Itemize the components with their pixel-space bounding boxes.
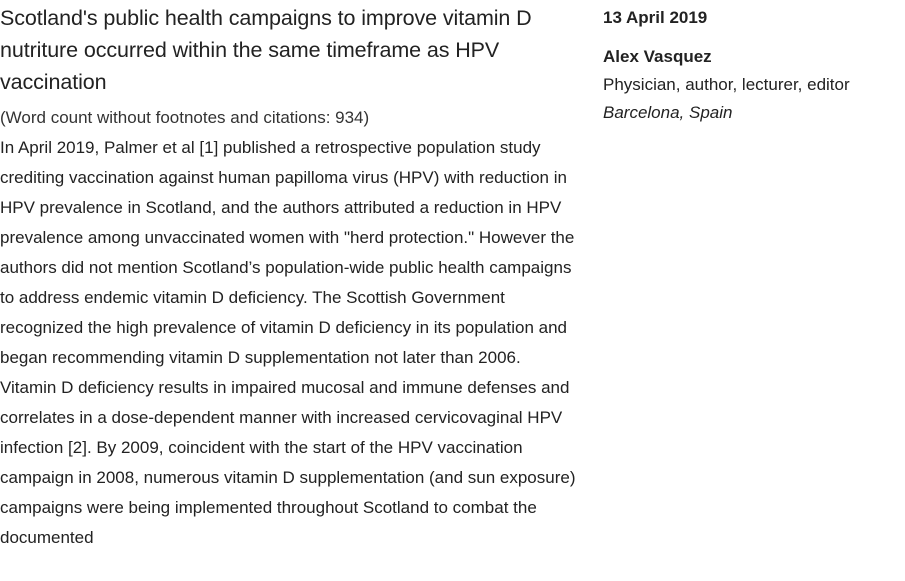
article-main	[0, 2, 580, 553]
author-name: Alex Vasquez	[603, 47, 712, 66]
author-location: Barcelona, Spain	[603, 103, 733, 122]
response-meta	[603, 4, 903, 127]
article-title: Scotland's public health campaigns to improve vitamin D nutriture occurred within the same timeframe as HPV vaccination	[0, 6, 532, 94]
article-body: In April 2019, Palmer et al [1] published a retrospective population study crediting vaccination against human papilloma virus (HPV) with reduction in HPV prevalence in Scotland, and the authors attributed a reduction in HPV prevalence among unvaccinated women with "herd protection." However the authors did not mention Scotland’s population-wide public health campaigns to address endemic vitamin D deficiency. The Scottish Government recognized the high prevalence of vitamin D deficiency in its population and began recommending vitamin D supplementation not later than 2006. Vitamin D deficiency results in impaired mucosal and immune defenses and correlates in a dose-dependent manner with increased cervicovaginal HPV infection [2]. By 2009, coincident with the start of the HPV vaccination campaign in 2008, numerous vitamin D supplementation (and sun exposure) campaigns were being implemented throughout Scotland to combat the documented	[0, 138, 576, 547]
word-count-note: (Word count without footnotes and citations: 934)	[0, 108, 370, 127]
response-date: 13 April 2019	[603, 8, 708, 27]
author-role: Physician, author, lecturer, editor	[603, 75, 850, 94]
